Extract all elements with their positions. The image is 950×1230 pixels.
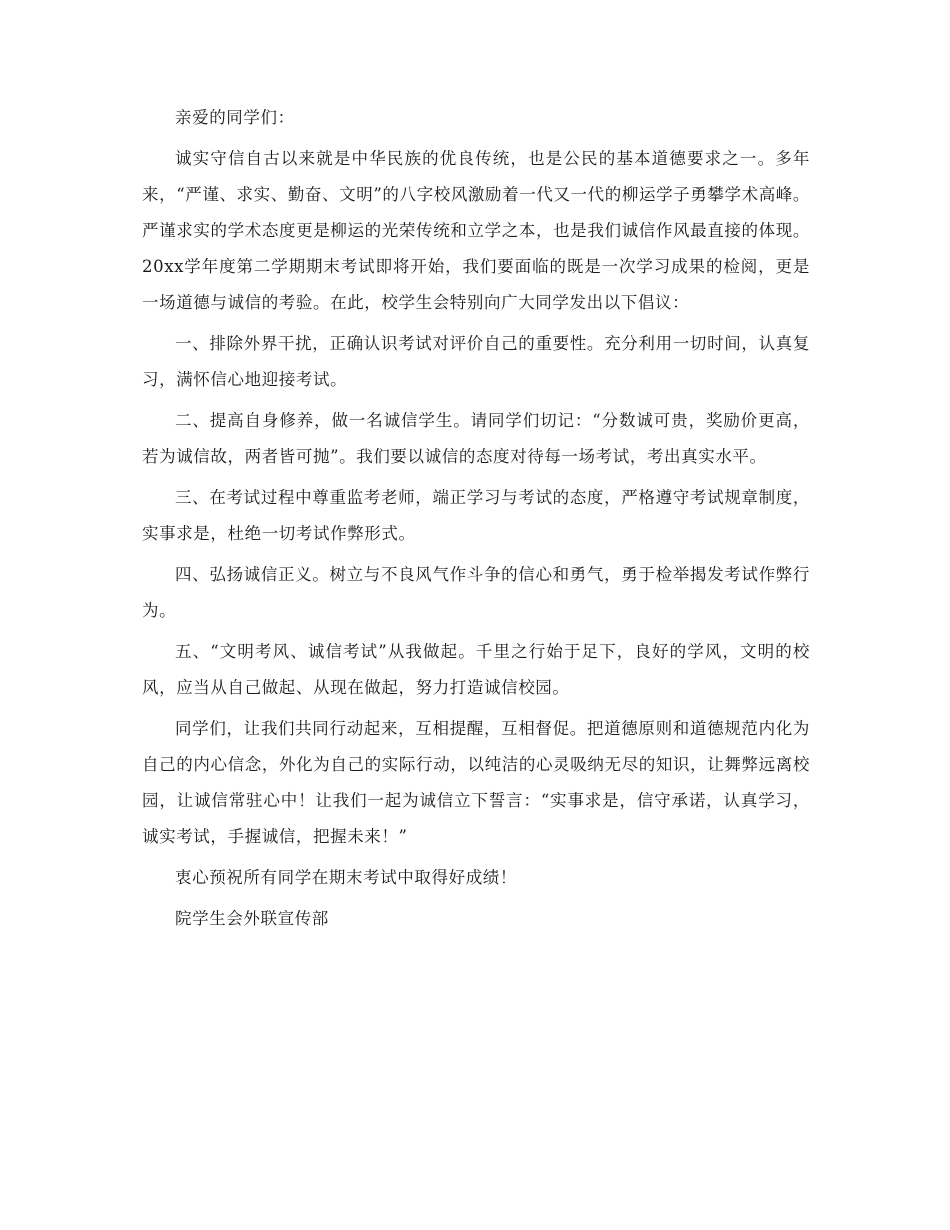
proposal-item-4: 四、弘扬诚信正义。树立与不良风气作斗争的信心和勇气，勇于检举揭发考试作弊行为。: [142, 565, 810, 620]
proposal-item-5: 五、“文明考风、诚信考试”从我做起。千里之行始于足下，良好的学风，文明的校风，应当从自己做起、从现在做起，努力打造诚信校园。: [142, 642, 810, 697]
proposal-item-2: 二、提高自身修养，做一名诚信学生。请同学们切记：“分数诚可贵，奖励价更高，若为诚信故，两者皆可抛”。我们要以诚信的态度对待每一场考试，考出真实水平。: [142, 411, 810, 466]
proposal-item-3: 三、在考试过程中尊重监考老师，端正学习与考试的态度，严格遵守考试规章制度，实事求是，杜绝一切考试作弊形式。: [142, 488, 810, 543]
wishes-paragraph: 衷心预祝所有同学在期末考试中取得好成绩！: [175, 868, 517, 887]
intro-paragraph: 诚实守信自古以来就是中华民族的优良传统，也是公民的基本道德要求之一。多年来，“严谨、求实、勤奋、文明”的八字校风激励着一代又一代的柳运学子勇攀学术高峰。严谨求实的学术态度更是柳运的光荣传统和立学之本，也是我们诚信作风最直接的体现。20xx学年度第二学期期末考试即将开始，我们要面临的既是一次学习成果的检阅，更是一场道德与诚信的考验。在此，校学生会特别向广大同学发出以下倡议：: [142, 149, 810, 312]
proposal-item-1: 一、排除外界干扰，正确认识考试对评价自己的重要性。充分利用一切时间，认真复习，满怀信心地迎接考试。: [142, 334, 810, 389]
signature: 院学生会外联宣传部: [175, 909, 329, 928]
greeting: 亲爱的同学们：: [175, 108, 295, 127]
closing-paragraph: 同学们，让我们共同行动起来，互相提醒，互相督促。把道德原则和道德规范内化为自己的内心信念，外化为自己的实际行动，以纯洁的心灵吸纳无尽的知识，让舞弊远离校园，让诚信常驻心中！让我们一起为诚信立下誓言：“实事求是，信守承诺，认真学习，诚实考试，手握诚信，把握未来！”: [142, 719, 810, 846]
